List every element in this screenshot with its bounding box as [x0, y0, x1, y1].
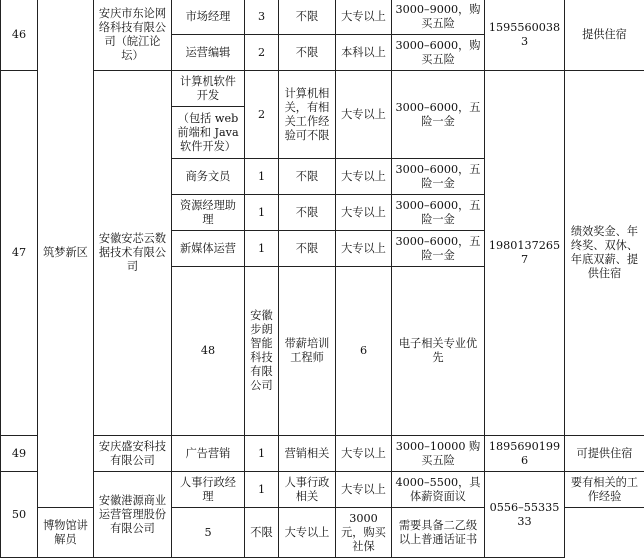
headcount-cell: 1	[245, 472, 279, 508]
position-cell: 资源经理助理	[172, 195, 245, 231]
education-cell: 大专以上	[336, 436, 392, 472]
major-cell: 不限	[279, 35, 336, 71]
position-cell: 新媒体运营	[172, 231, 245, 267]
company-cell: 安徽步朗智能科技有限公司	[245, 267, 279, 436]
headcount-cell: 1	[245, 436, 279, 472]
headcount-cell: 1	[245, 159, 279, 195]
major-cell: 计算机相关，有相关工作经验可不限	[279, 71, 336, 159]
row-number-cell: 49	[1, 436, 38, 472]
headcount-cell: 3	[245, 0, 279, 35]
salary-cell: 4000–5500，具体薪资面议	[392, 472, 485, 508]
company-cell: 安徽安芯云数据技术有限公司	[94, 71, 172, 436]
headcount-cell: 5	[172, 508, 245, 558]
major-cell: 不限	[279, 231, 336, 267]
benefits-cell: 绩效奖金、年终奖、双休、年底双薪、提供住宿	[565, 71, 644, 436]
table-row	[1, 472, 644, 508]
row-number-cell: 50	[1, 472, 38, 558]
salary-cell: 3000–6000，五险一金	[392, 195, 485, 231]
salary-cell: 3000–9000，购买五险	[392, 0, 485, 35]
position-cell: 商务文员	[172, 159, 245, 195]
headcount-cell: 2	[245, 71, 279, 159]
position-cell: 市场经理	[172, 0, 245, 35]
position-cell: 带薪培训工程师	[279, 267, 336, 436]
headcount-cell: 1	[245, 195, 279, 231]
major-cell: 不限	[245, 508, 279, 558]
headcount-cell: 1	[245, 231, 279, 267]
position-cell: 计算机软件开发	[172, 71, 245, 107]
benefits-cell: 要有相关的工作经验	[565, 472, 644, 508]
phone-cell: 15955600383	[485, 0, 565, 71]
company-cell: 安庆市东论网络科技有限公司（皖江论坛）	[94, 0, 172, 71]
phone-cell: 19801372657	[485, 71, 565, 436]
education-cell: 大专以上	[336, 472, 392, 508]
position-cell: 人事行政经理	[172, 472, 245, 508]
benefits-cell: 可提供住宿	[565, 436, 644, 472]
education-cell: 大专以上	[336, 231, 392, 267]
benefits-cell: 提供住宿	[565, 0, 644, 71]
salary-cell: 3000 元，购买社保	[336, 508, 392, 558]
salary-cell: 3000–6000，五险一金	[392, 71, 485, 159]
education-cell: 大专以上	[336, 159, 392, 195]
company-cell: 安徽港源商业运营管理股份有限公司	[94, 472, 172, 558]
row-number-cell: 47	[1, 71, 38, 436]
row-number-cell: 48	[172, 267, 245, 436]
education-cell: 大专以上	[336, 71, 392, 159]
position-cell: 博物馆讲解员	[38, 508, 94, 558]
major-cell: 不限	[279, 159, 336, 195]
district-cell: 筑梦新区	[38, 0, 94, 508]
education-cell: 大专以上	[279, 508, 336, 558]
row-number-cell: 46	[1, 0, 38, 71]
major-cell: 人事行政相关	[279, 472, 336, 508]
education-cell: 本科以上	[336, 35, 392, 71]
position-cell: 运营编辑	[172, 35, 245, 71]
position-cell: 广告营销	[172, 436, 245, 472]
table-row	[1, 71, 644, 107]
salary-cell: 3000–6000，五险一金	[392, 159, 485, 195]
education-cell: 大专以上	[336, 195, 392, 231]
phone-cell: 18956901996	[485, 436, 565, 472]
major-cell: 不限	[279, 195, 336, 231]
table-row	[1, 0, 644, 35]
benefits-cell: 需要具备二乙级以上普通话证书	[392, 508, 485, 558]
table-row	[1, 436, 644, 472]
phone-cell: 0556–5533533	[485, 472, 565, 558]
major-cell: 电子相关专业优先	[392, 267, 485, 436]
salary-cell: 3000–6000，五险一金	[392, 231, 485, 267]
major-cell: 营销相关	[279, 436, 336, 472]
salary-cell: 3000–10000 购买五险	[392, 436, 485, 472]
position-note-cell: （包括 web 前端和 Java 软件开发）	[172, 107, 245, 159]
headcount-cell: 6	[336, 267, 392, 436]
salary-cell: 3000–6000，购买五险	[392, 35, 485, 71]
headcount-cell: 2	[245, 35, 279, 71]
education-cell: 大专以上	[336, 0, 392, 35]
company-cell: 安庆盛安科技有限公司	[94, 436, 172, 472]
major-cell: 不限	[279, 0, 336, 35]
